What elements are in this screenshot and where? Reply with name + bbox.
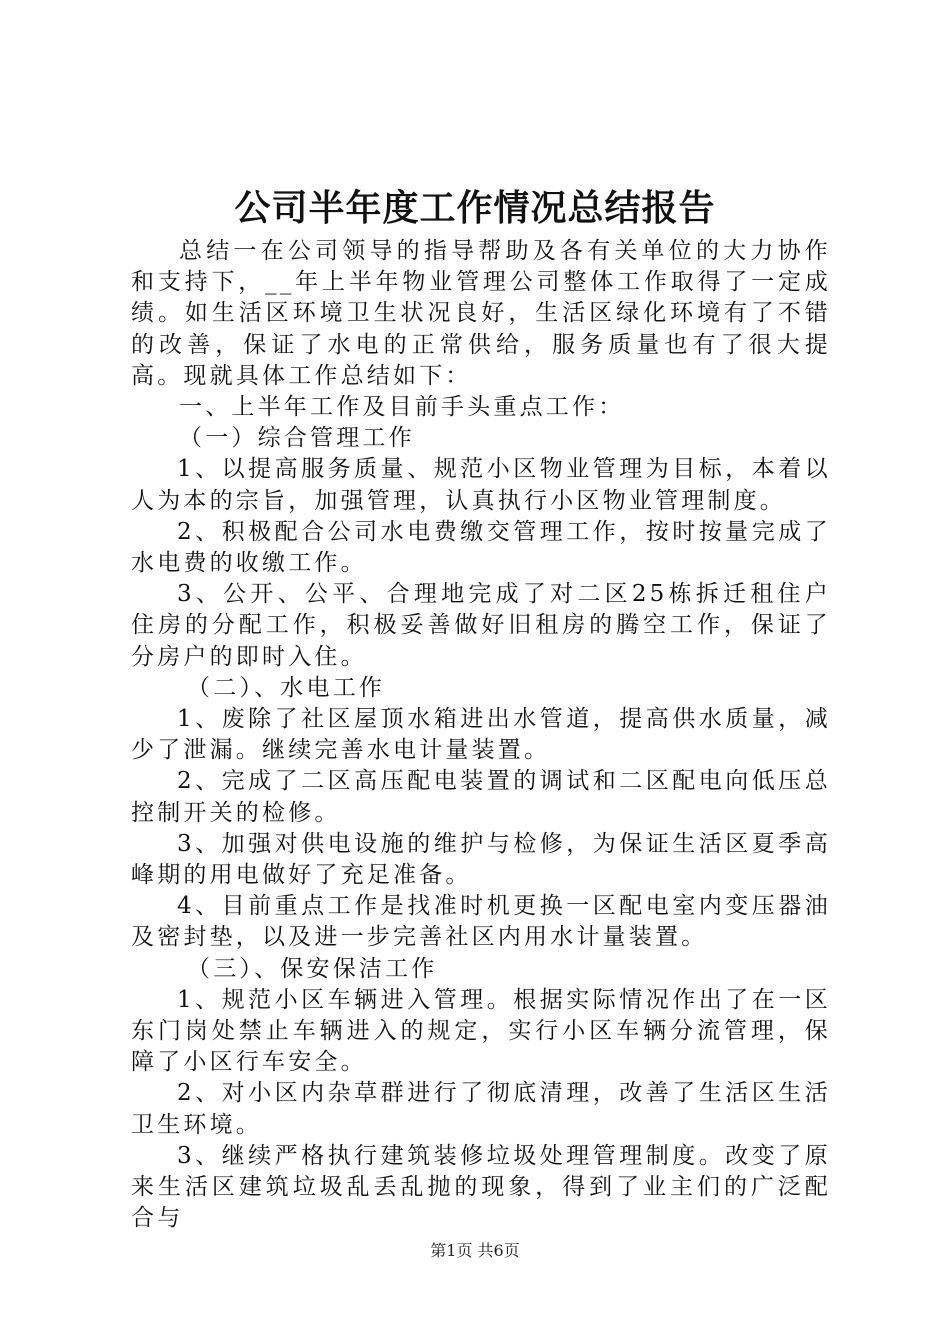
security-item-1: 1、规范小区车辆进入管理。根据实际情况作出了在一区东门岗处禁止车辆进入的规定，实行小区车辆分流管理，保障了小区行车安全。 bbox=[131, 986, 831, 1076]
utilities-item-2: 2、完成了二区高压配电装置的调试和二区配电向低压总控制开关的检修。 bbox=[131, 768, 831, 826]
utilities-item-4: 4、目前重点工作是找准时机更换一区配电室内变压器油及密封垫，以及进一步完善社区内用水计量装置。 bbox=[131, 893, 831, 951]
page-number-footer: 第1页 共6页 bbox=[430, 1241, 520, 1260]
subsection-heading-security: （三）、保安保洁工作 bbox=[187, 955, 438, 982]
document-body bbox=[131, 236, 831, 1235]
section-heading-1: 一、上半年工作及目前手头重点工作： bbox=[179, 394, 625, 421]
general-item-3: 3、公开、公平、合理地完成了对二区25栋拆迁租住户住房的分配工作，积极妥善做好旧租房的腾空工作，保证了分房户的即时入住。 bbox=[131, 581, 831, 670]
subsection-heading-utilities: （二）、水电工作 bbox=[187, 674, 386, 701]
security-item-3: 3、继续严格执行建筑装修垃圾处理管理制度。改变了原来生活区建筑垃圾乱丢乱抛的现象，得到了业主们的广泛配合与 bbox=[131, 1142, 831, 1232]
security-item-2: 2、对小区内杂草群进行了彻底清理，改善了生活区生活卫生环境。 bbox=[131, 1080, 831, 1138]
document-title: 公司半年度工作情况总结报告 bbox=[234, 187, 716, 229]
subsection-heading-general: （一）综合管理工作 bbox=[179, 425, 415, 452]
intro-paragraph: 总结一在公司领导的指导帮助及各有关单位的大力协作和支持下，__年上半年物业管理公司整体工作取得了一定成绩。如生活区环境卫生状况良好，生活区绿化环境有了不错的改善，保证了水电的正常供给，服务质量也有了很大提高。现就具体工作总结如下： bbox=[131, 238, 831, 389]
general-item-1: 1、以提高服务质量、规范小区物业管理为目标，本着以人为本的宗旨，加强管理，认真执行小区物业管理制度。 bbox=[131, 456, 831, 514]
utilities-item-1: 1、废除了社区屋顶水箱进出水管道，提高供水质量，减少了泄漏。继续完善水电计量装置。 bbox=[131, 706, 831, 764]
general-item-2: 2、积极配合公司水电费缴交管理工作，按时按量完成了水电费的收缴工作。 bbox=[131, 518, 831, 577]
utilities-item-3: 3、加强对供电设施的维护与检修，为保证生活区夏季高峰期的用电做好了充足准备。 bbox=[131, 830, 831, 889]
